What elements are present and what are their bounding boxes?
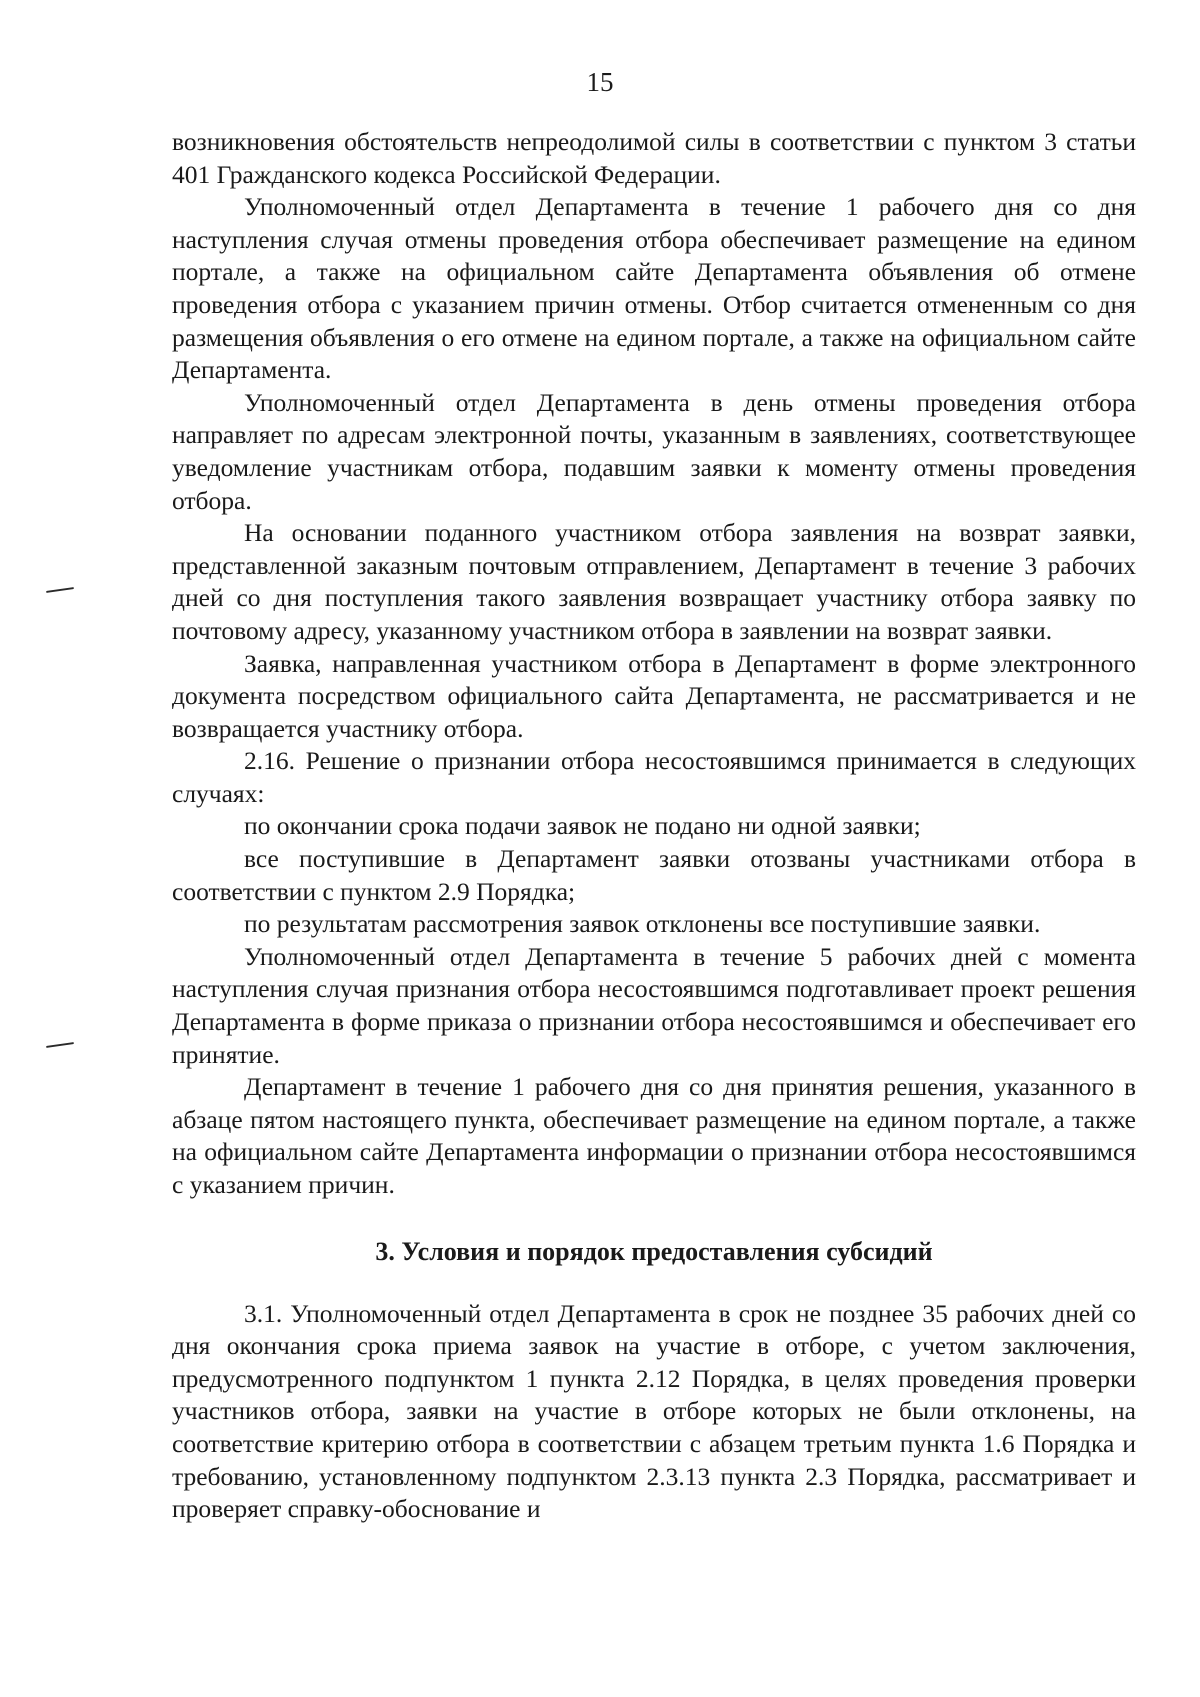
paragraph: Департамент в течение 1 рабочего дня со дня принятия решения, указанного в абзаце пятом настоящего пункта, обеспечивает размещение на едином портале, а также на официальном сайте Департамента информации о признании отбора несостоявшимся с указанием причин. [172,1072,1136,1199]
paragraph: Уполномоченный отдел Департамента в течение 1 рабочего дня со дня наступления случая отмены проведения отбора обеспечивает размещение на едином портале, а также на официальном сайте Департамента объявления об отмене проведения отбора с указанием причин отмены. Отбор считается отмененным со дня размещения объявления о его отмене на едином портале, а также на официальном сайте Департамента. [172,192,1136,385]
paragraph: 3.1. Уполномоченный отдел Департамента в срок не позднее 35 рабочих дней со дня окончания срока приема заявок на участие в отборе, с учетом заключения, предусмотренного подпунктом 1 пункта 2.12 Порядка, в целях проведения проверки участников отбора, заявки на участие в отборе которых не были отклонены, на соответствие критерию отбора в соответствии с абзацем третьим пункта 1.6 Порядка и требованию, установленному подпунктом 2.3.13 пункта 2.3 Порядка, рассматривает и проверяет справку-обоснование и [172,1298,1136,1524]
paragraph: Уполномоченный отдел Департамента в течение 5 рабочих дней с момента наступления случая признания отбора несостоявшимся подготавливает проект решения Департамента в форме приказа о признании отбора несостоявшимся и обеспечивает его принятие. [172,941,1136,1069]
margin-mark [46,1042,74,1048]
paragraph: 2.16. Решение о признании отбора несостоявшимся принимается в следующих случаях: [172,746,1136,808]
paragraph: На основании поданного участником отбора заявления на возврат заявки, представленной заказным почтовым отправлением, Департамент в течение 3 рабочих дней со дня поступления такого заявления возвращает участнику отбора заявку по почтовому адресу, указанному участником отбора в заявлении на возврат заявки. [172,518,1136,645]
paragraph: все поступившие в Департамент заявки отозваны участниками отбора в соответствии с пунктом 2.9 Порядка; [172,844,1136,906]
page-number: 15 [586,67,614,97]
paragraph: Уполномоченный отдел Департамента в день отмены проведения отбора направляет по адресам электронной почты, указанным в заявлениях, соответствующее уведомление участникам отбора, подавшим заявки к моменту отмены проведения отбора. [172,387,1136,515]
document-body [172,126,1136,1526]
paragraph: возникновения обстоятельств непреодолимой силы в соответствии с пунктом 3 статьи 401 Гражданского кодекса Российской Федерации. [172,127,1136,189]
margin-mark [46,587,74,593]
paragraph: по результатам рассмотрения заявок отклонены все поступившие заявки. [244,909,1041,939]
section-heading: 3. Условия и порядок предоставления субсидий [375,1236,933,1266]
paragraph: по окончании срока подачи заявок не подано ни одной заявки; [244,811,921,841]
paragraph: Заявка, направленная участником отбора в Департамент в форме электронного документа посредством официального сайта Департамента, не рассматривается и не возвращается участнику отбора. [172,648,1136,743]
